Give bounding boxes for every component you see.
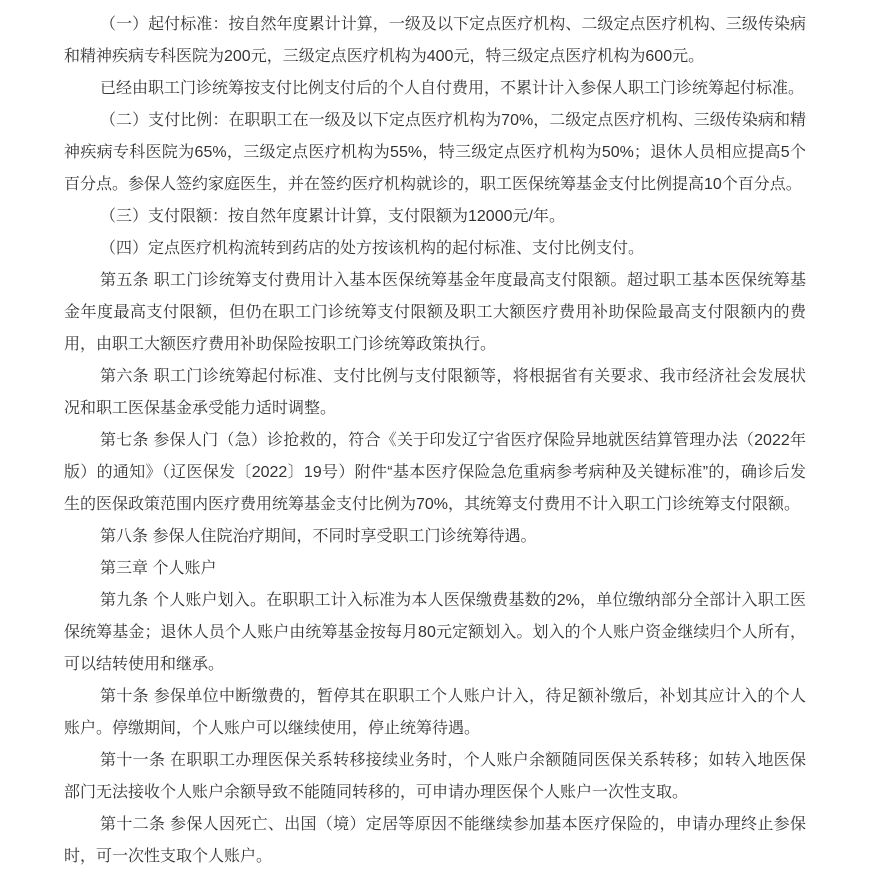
paragraph-article-12: 第十二条 参保人因死亡、出国（境）定居等原因不能继续参加基本医疗保险的，申请办理终止参保时，可一次性支取个人账户。 [64, 816, 806, 865]
paragraph-self-paid-note: 已经由职工门诊统筹按支付比例支付后的个人自付费用，不累计计入参保人职工门诊统筹起付标准。 [100, 80, 805, 97]
paragraph-payment-limit: （三）支付限额：按自然年度累计计算，支付限额为12000元/年。 [100, 208, 565, 225]
paragraph-article-11: 第十一条 在职职工办理医保关系转移接续业务时，个人账户余额随同医保关系转移；如转入地医保部门无法接收个人账户余额导致不能随同转移的，可申请办理医保个人账户一次性支取。 [64, 752, 806, 801]
paragraph-article-9: 第九条 个人账户划入。在职职工计入标准为本人医保缴费基数的2%，单位缴纳部分全部计入职工医保统筹基金；退休人员个人账户由统筹基金按每月80元定额划入。划入的个人账户资金继续归个人所有，可以结转使用和继承。 [64, 592, 806, 673]
paragraph-pharmacy-prescription: （四）定点医疗机构流转到药店的处方按该机构的起付标准、支付比例支付。 [100, 240, 645, 257]
paragraph-article-5: 第五条 职工门诊统筹支付费用计入基本医保统筹基金年度最高支付限额。超过职工基本医保统筹基金年度最高支付限额，但仍在职工门诊统筹支付限额及职工大额医疗费用补助保险最高支付限额内的费用，由职工大额医疗费用补助保险按职工门诊统筹政策执行。 [64, 272, 806, 353]
paragraph-article-8: 第八条 参保人住院治疗期间，不同时享受职工门诊统筹待遇。 [100, 528, 537, 545]
paragraph-deductible-standard: （一）起付标准：按自然年度累计计算，一级及以下定点医疗机构、二级定点医疗机构、三级传染病和精神疾病专科医院为200元，三级定点医疗机构为400元，特三级定点医疗机构为600元。 [64, 16, 806, 65]
chapter-3-heading: 第三章 个人账户 [100, 560, 217, 577]
document-body [64, 9, 806, 873]
paragraph-article-7: 第七条 参保人门（急）诊抢救的，符合《关于印发辽宁省医疗保险异地就医结算管理办法（2022年版）的通知》（辽医保发〔2022〕19号）附件“基本医疗保险急危重病参考病种及关键标准”的，确诊后发生的医保政策范围内医疗费用统筹基金支付比例为70%，其统筹支付费用不计入职工门诊统筹支付限额。 [64, 432, 806, 513]
paragraph-article-6: 第六条 职工门诊统筹起付标准、支付比例与支付限额等，将根据省有关要求、我市经济社会发展状况和职工医保基金承受能力适时调整。 [64, 368, 806, 417]
paragraph-payment-ratio: （二）支付比例：在职职工在一级及以下定点医疗机构为70%，二级定点医疗机构、三级传染病和精神疾病专科医院为65%，三级定点医疗机构为55%，特三级定点医疗机构为50%；退休人员相应提高5个百分点。参保人签约家庭医生，并在签约医疗机构就诊的，职工医保统筹基金支付比例提高10个百分点。 [64, 112, 806, 193]
paragraph-article-10: 第十条 参保单位中断缴费的，暂停其在职职工个人账户计入，待足额补缴后，补划其应计入的个人账户。停缴期间，个人账户可以继续使用，停止统筹待遇。 [64, 688, 806, 737]
